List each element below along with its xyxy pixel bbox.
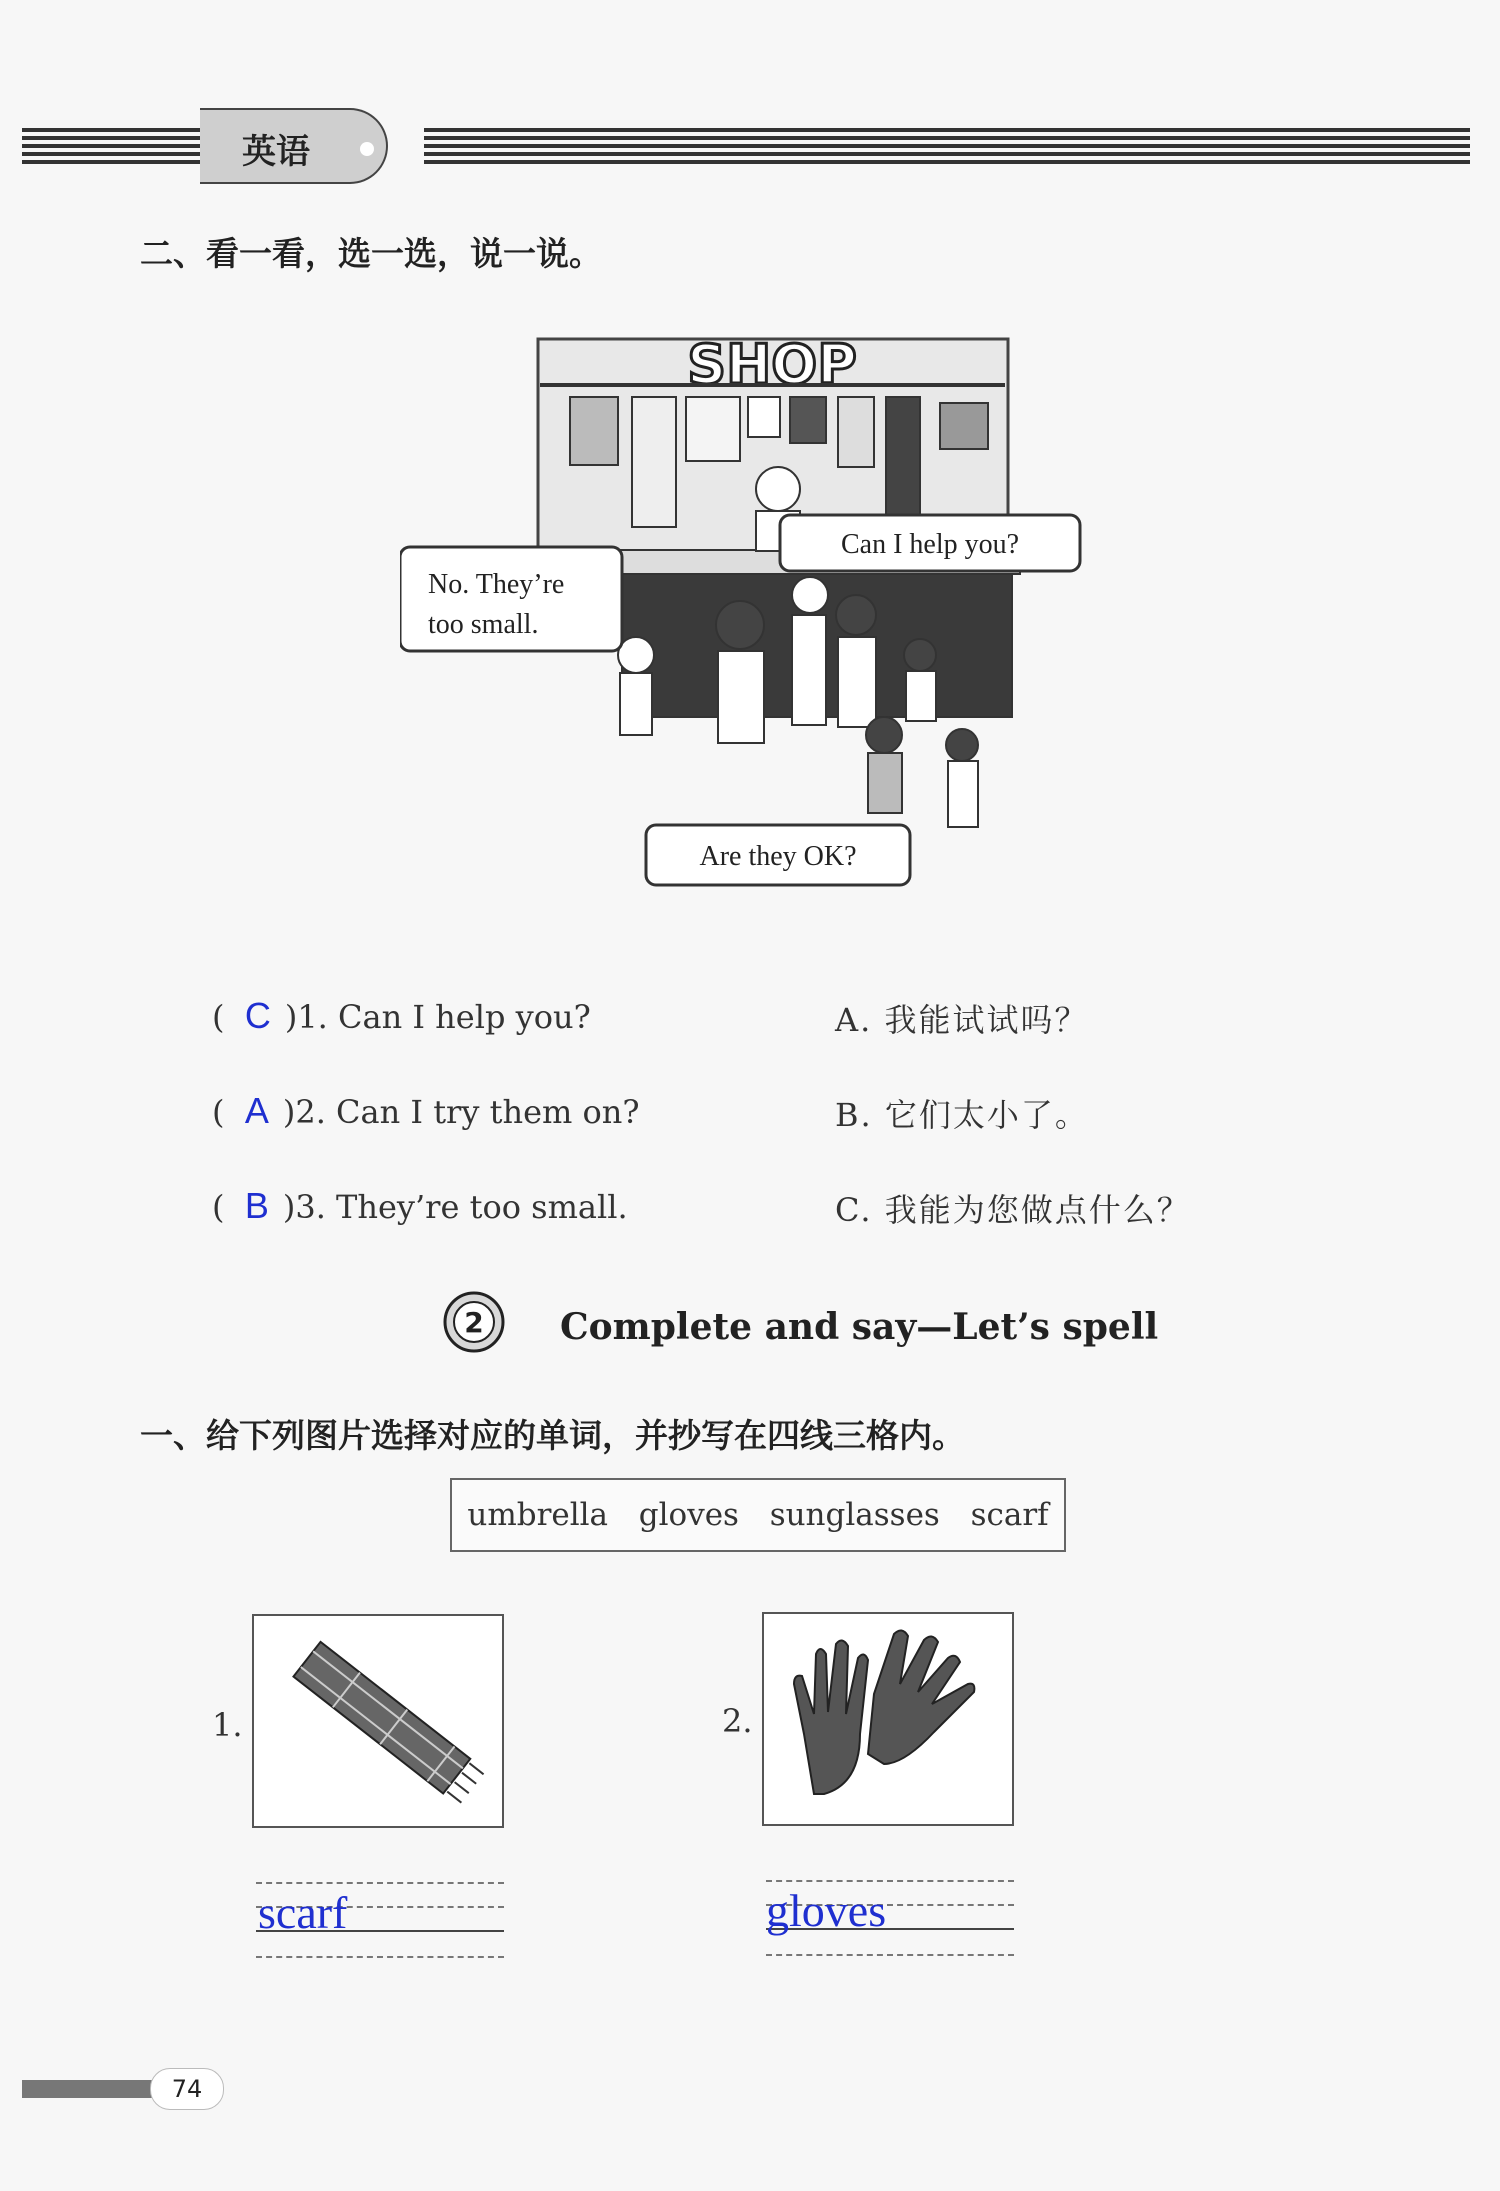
paren-open: ( [212, 998, 245, 1036]
header-rule-left [22, 128, 202, 174]
scarf-picture [254, 1616, 502, 1826]
bubble-child-text-1: No. They’re [428, 569, 565, 600]
question-2-text: )2. Can I try them on? [282, 1093, 640, 1131]
gloves-picture [764, 1614, 1012, 1824]
shop-sign: SHOP [687, 333, 857, 396]
subject-label: 英语 [242, 132, 310, 172]
item-2-picture-box [762, 1612, 1014, 1826]
question-row-3 [212, 1185, 628, 1227]
shop-illustration [400, 325, 1120, 925]
question-1-text: )1. Can I help you? [284, 998, 591, 1036]
footer-bar [22, 2080, 152, 2098]
option-a: A. 我能试试吗？ [835, 1001, 1089, 1039]
option-c: C. 我能为您做点什么？ [835, 1191, 1191, 1229]
paren-open: ( [212, 1093, 245, 1131]
part1-heading: 二、看一看，选一选，说一说。 [140, 234, 602, 273]
shopkeeper [756, 467, 800, 511]
bubble-mother-text: Are they OK? [699, 841, 857, 872]
word-gloves: gloves [638, 1497, 739, 1533]
paren-open: ( [212, 1188, 245, 1226]
question-row-1 [212, 995, 591, 1037]
option-b: B. 它们太小了。 [835, 1096, 1089, 1134]
section-title: Complete and say—Let’s spell [560, 1306, 1159, 1348]
section2-heading: 一、给下列图片选择对应的单词，并抄写在四线三格内。 [140, 1416, 965, 1455]
question-row-2 [212, 1090, 640, 1132]
item-2-number: 2. [722, 1702, 753, 1740]
section-badge [442, 1290, 506, 1354]
word-sunglasses: sunglasses [769, 1497, 940, 1533]
answer-3[interactable]: B [244, 1185, 269, 1226]
bubble-child-text-2: too small. [428, 609, 539, 640]
answer-2[interactable]: A [244, 1090, 269, 1131]
item-1-number: 1. [212, 1706, 243, 1744]
header-rule-right [424, 128, 1470, 174]
section-badge-number: 2 [464, 1306, 484, 1339]
tab-dot [360, 142, 374, 156]
answer-1[interactable]: C [244, 995, 271, 1036]
item-1-picture-box [252, 1614, 504, 1828]
page-number: 74 [150, 2068, 224, 2110]
bubble-shopkeeper-text: Can I help you? [840, 529, 1020, 560]
item-2-answer[interactable]: gloves [766, 1885, 887, 1936]
subject-tab [200, 108, 388, 184]
word-scarf: scarf [970, 1497, 1049, 1533]
item-1-answer[interactable]: scarf [258, 1887, 348, 1938]
question-3-text: )3. They’re too small. [282, 1188, 628, 1226]
word-umbrella: umbrella [467, 1497, 609, 1533]
word-bank [450, 1478, 1066, 1552]
